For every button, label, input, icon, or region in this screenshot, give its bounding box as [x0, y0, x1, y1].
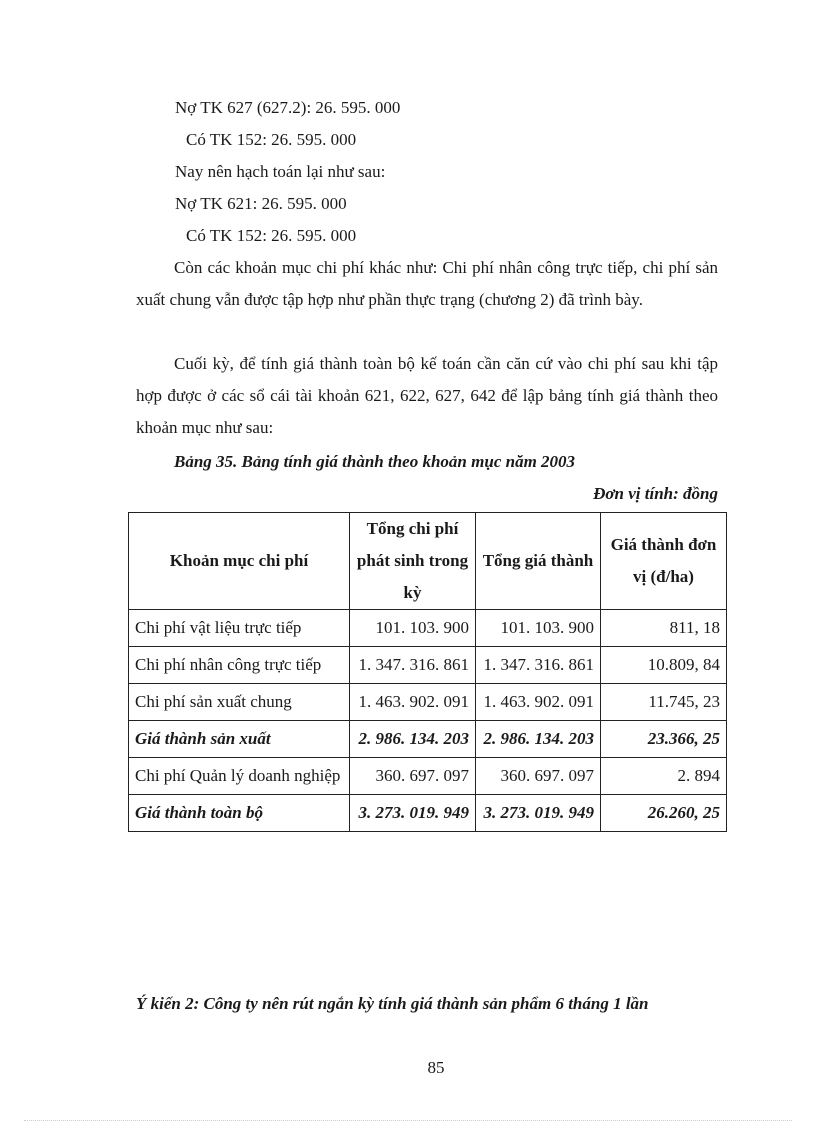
- row-label: Giá thành sản xuất: [129, 721, 350, 758]
- correction-intro: Nay nên hạch toán lại như sau:: [175, 162, 386, 181]
- row-label: Chi phí sản xuất chung: [129, 684, 350, 721]
- row-total-price: 3. 273. 019. 949: [476, 795, 601, 832]
- table-row-total: [129, 795, 727, 832]
- journal-entry-debit-627: Nợ TK 627 (627.2): 26. 595. 000: [175, 98, 401, 117]
- row-total-price: 101. 103. 900: [476, 610, 601, 647]
- header-unit-price: Giá thành đơn vị (đ/ha): [601, 513, 727, 610]
- row-total-cost: 1. 347. 316. 861: [350, 647, 476, 684]
- row-unit-price: 2. 894: [601, 758, 727, 795]
- table-row-subtotal: [129, 721, 727, 758]
- unit-note: Đơn vị tính: đồng: [593, 484, 718, 503]
- cost-table: [128, 512, 727, 832]
- table-row: [129, 684, 727, 721]
- row-unit-price: 23.366, 25: [601, 721, 727, 758]
- header-total-price: Tổng giá thành: [476, 513, 601, 610]
- row-total-price: 1. 347. 316. 861: [476, 647, 601, 684]
- row-total-cost: 360. 697. 097: [350, 758, 476, 795]
- row-label: Chi phí vật liệu trực tiếp: [129, 610, 350, 647]
- row-total-cost: 101. 103. 900: [350, 610, 476, 647]
- table-row: [129, 610, 727, 647]
- journal-entry-debit-621: Nợ TK 621: 26. 595. 000: [175, 194, 347, 213]
- row-total-cost: 1. 463. 902. 091: [350, 684, 476, 721]
- row-total-cost: 2. 986. 134. 203: [350, 721, 476, 758]
- row-total-price: 1. 463. 902. 091: [476, 684, 601, 721]
- paragraph-period-end: Cuối kỳ, để tính giá thành toàn bộ kế toán cần căn cứ vào chi phí sau khi tập hợp được ở các sổ cái tài khoản 621, 622, 627, 642 để lập bảng tính giá thành theo khoản mục như sau:: [136, 354, 718, 437]
- table-row: [129, 647, 727, 684]
- header-total-cost: Tổng chi phí phát sinh trong kỳ: [350, 513, 476, 610]
- row-unit-price: 26.260, 25: [601, 795, 727, 832]
- row-label: Giá thành toàn bộ: [129, 795, 350, 832]
- header-cost-item: Khoản mục chi phí: [129, 513, 350, 610]
- journal-entry-credit-152-b: Có TK 152: 26. 595. 000: [186, 226, 357, 245]
- paragraph-other-costs: Còn các khoản mục chi phí khác như: Chi phí nhân công trực tiếp, chi phí sản xuất chung vẫn được tập hợp như phần thực trạng (chương 2) đã trình bày.: [136, 258, 718, 309]
- row-label: Chi phí nhân công trực tiếp: [129, 647, 350, 684]
- row-unit-price: 11.745, 23: [601, 684, 727, 721]
- row-label: Chi phí Quản lý doanh nghiệp: [129, 758, 350, 795]
- page-number: 85: [427, 1058, 445, 1077]
- row-total-price: 2. 986. 134. 203: [476, 721, 601, 758]
- table-header-row: [129, 513, 727, 610]
- table-row: [129, 758, 727, 795]
- page-bottom-rule: [24, 1120, 792, 1121]
- row-total-cost: 3. 273. 019. 949: [350, 795, 476, 832]
- row-total-price: 360. 697. 097: [476, 758, 601, 795]
- row-unit-price: 811, 18: [601, 610, 727, 647]
- table-caption: Bảng 35. Bảng tính giá thành theo khoản mục năm 2003: [174, 452, 576, 471]
- row-unit-price: 10.809, 84: [601, 647, 727, 684]
- recommendation-heading: Ý kiến 2: Công ty nên rút ngắn kỳ tính giá thành sản phẩm 6 tháng 1 lần: [136, 994, 649, 1013]
- journal-entry-credit-152: Có TK 152: 26. 595. 000: [186, 130, 357, 149]
